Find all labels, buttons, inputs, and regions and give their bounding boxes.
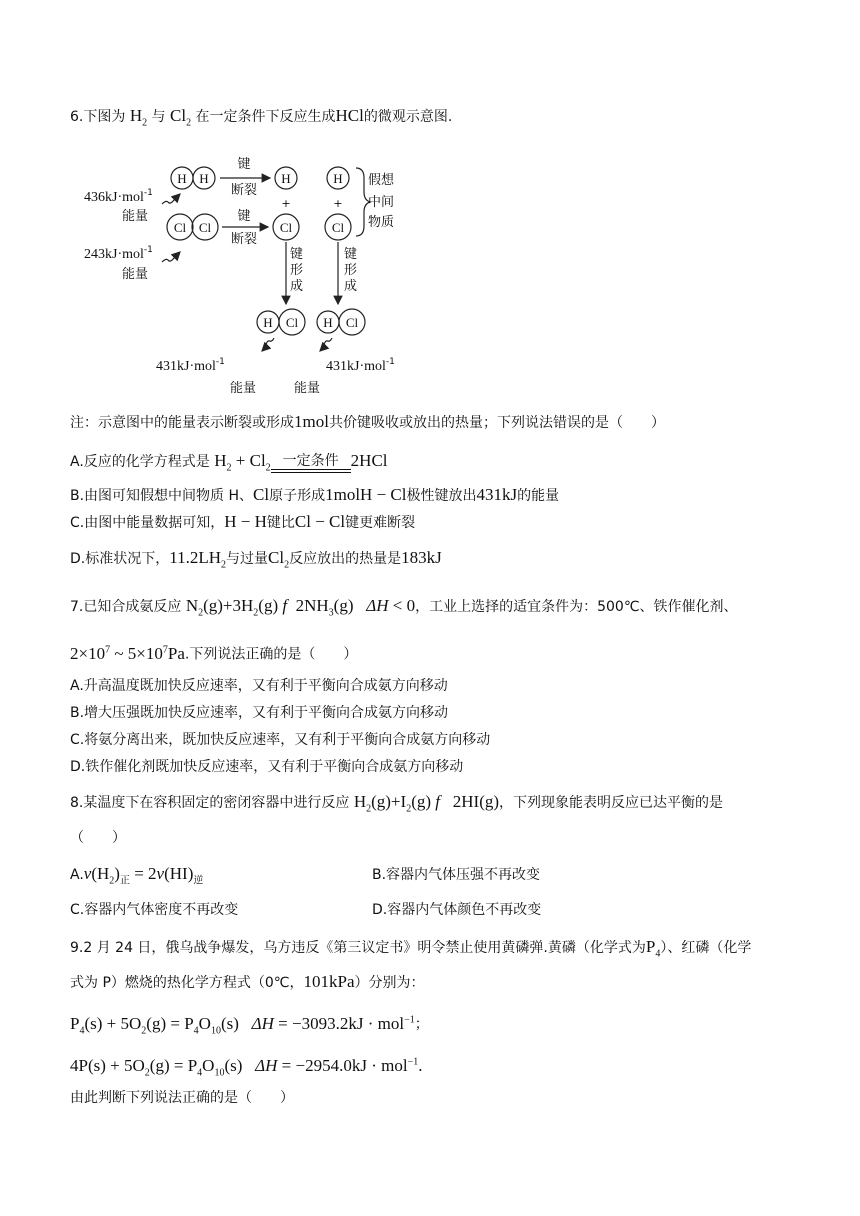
- q9-question: 由此判断下列说法正确的是（ ）: [70, 1090, 294, 1106]
- q6-option-c: C.由图中能量数据可知，H − H键比Cl − Cl键更难断裂: [70, 512, 416, 531]
- q8-option-d: D.容器内气体颜色不再改变: [372, 902, 542, 918]
- atom-cl-label: Cl: [285, 315, 299, 330]
- energy-431-right: 431kJ·mol$^{-1}$: [326, 357, 395, 374]
- q6-note: 注：示意图中的能量表示断裂或形成1mol共价键吸收或放出的热量；下列说法错误的是（ ）: [70, 412, 665, 431]
- q8-option-a: $A.v(H_2)_正 = 2v(HI)_逆$: [70, 864, 204, 887]
- q9-equation-2: $4P(s) + 5O_2(g) = P_4O_{10}(s)$ ΔH = −2954.0kJ · mol$^{-1}$.: [70, 1055, 423, 1079]
- atom-cl-label: Cl: [331, 220, 345, 235]
- hypothetical-label: 物质: [368, 215, 395, 230]
- plus-sign: +: [333, 197, 343, 210]
- q6-option-d: D.标准状况下，$11.2LH_2$与过量$Cl_2$反应放出的热量是183kJ: [70, 548, 442, 571]
- energy-436: 436kJ·mol$^{-1}$: [84, 188, 153, 205]
- break-label: 断裂: [230, 232, 258, 247]
- atom-h-label: H: [263, 315, 273, 330]
- break-label: 键: [237, 157, 251, 172]
- form-label: 形: [344, 263, 358, 278]
- energy-label: 能量: [230, 381, 257, 396]
- reaction-diagram: [80, 150, 420, 400]
- atom-cl-label: Cl: [173, 220, 187, 235]
- q7-option-b: B.增大压强既加快反应速率，又有利于平衡向合成氨方向移动: [70, 705, 449, 721]
- q6-option-b: B.由图可知假想中间物质 H、Cl原子形成1molH − Cl极性键放出431kJ的能量: [70, 485, 560, 504]
- break-label: 断裂: [230, 183, 258, 198]
- atom-cl-label: Cl: [279, 220, 293, 235]
- plus-sign: +: [281, 197, 291, 210]
- q9-stem-1: 9.2 月 24 日，俄乌战争爆发，乌方违反《第三议定书》明令禁止使用黄磷弹.黄磷（化学式为$P_4$）、红磷（化学: [70, 937, 752, 960]
- q7-stem: 7.已知合成氨反应 $N_2(g)+3H_2(g)$ f $2NH_3(g)$ ΔH < 0，工业上选择的适宜条件为：500℃、铁作催化剂、: [70, 596, 738, 619]
- atom-cl-label: Cl: [345, 315, 359, 330]
- atom-h-label: H: [199, 171, 209, 186]
- energy-label: 能量: [122, 267, 149, 282]
- q6-option-a: A.反应的化学方程式是 $H_2 + Cl_2$ 一定条件 2HCl: [70, 451, 388, 474]
- q8-option-b: B.容器内气体压强不再改变: [372, 867, 541, 883]
- atom-h-label: H: [333, 171, 343, 186]
- q6-stem: 6.下图为 $H_2$ 与 $Cl_2$ 在一定条件下反应生成HCl的微观示意图.: [70, 106, 453, 129]
- q8-stem: 8.某温度下在容积固定的密闭容器中进行反应 $H_2(g)+I_2(g)$ f 2HI(g)，下列现象能表明反应已达平衡的是: [70, 792, 724, 815]
- form-label: 键: [344, 247, 358, 262]
- q7-option-d: D.铁作催化剂既加快反应速率，又有利于平衡向合成氨方向移动: [70, 759, 464, 775]
- q8-option-c: C.容器内气体密度不再改变: [70, 902, 239, 918]
- energy-label: 能量: [122, 209, 149, 224]
- form-label: 成: [344, 279, 358, 294]
- form-label: 成: [290, 279, 304, 294]
- atom-cl-label: Cl: [198, 220, 212, 235]
- q7-stem-2: $2\times 10^7$ ~ $5\times 10^7Pa$.下列说法正确的是（ ）: [70, 643, 358, 663]
- hypothetical-label: 假想: [368, 173, 395, 188]
- atom-h-label: H: [323, 315, 333, 330]
- atom-h-label: H: [281, 171, 291, 186]
- energy-243: 243kJ·mol$^{-1}$: [84, 245, 153, 262]
- form-label: 形: [290, 263, 304, 278]
- energy-431-left: 431kJ·mol$^{-1}$: [156, 357, 225, 374]
- q7-option-c: C.将氨分离出来，既加快反应速率，又有利于平衡向合成氨方向移动: [70, 732, 491, 748]
- atom-h-label: H: [177, 171, 187, 186]
- form-label: 键: [290, 247, 304, 262]
- energy-label: 能量: [294, 381, 321, 396]
- q9-stem-2: 式为 P）燃烧的热化学方程式（0℃，101kPa）分别为：: [70, 972, 425, 991]
- q8-paren: （ ）: [70, 830, 126, 846]
- hypothetical-label: 中间: [368, 195, 395, 210]
- q7-option-a: A.升高温度既加快反应速率，又有利于平衡向合成氨方向移动: [70, 678, 448, 694]
- break-label: 键: [237, 209, 251, 224]
- q9-equation-1: $P_4(s) + 5O_2(g) = P_4O_{10}(s)$ ΔH = −3093.2kJ · mol$^{-1}$；: [70, 1013, 429, 1037]
